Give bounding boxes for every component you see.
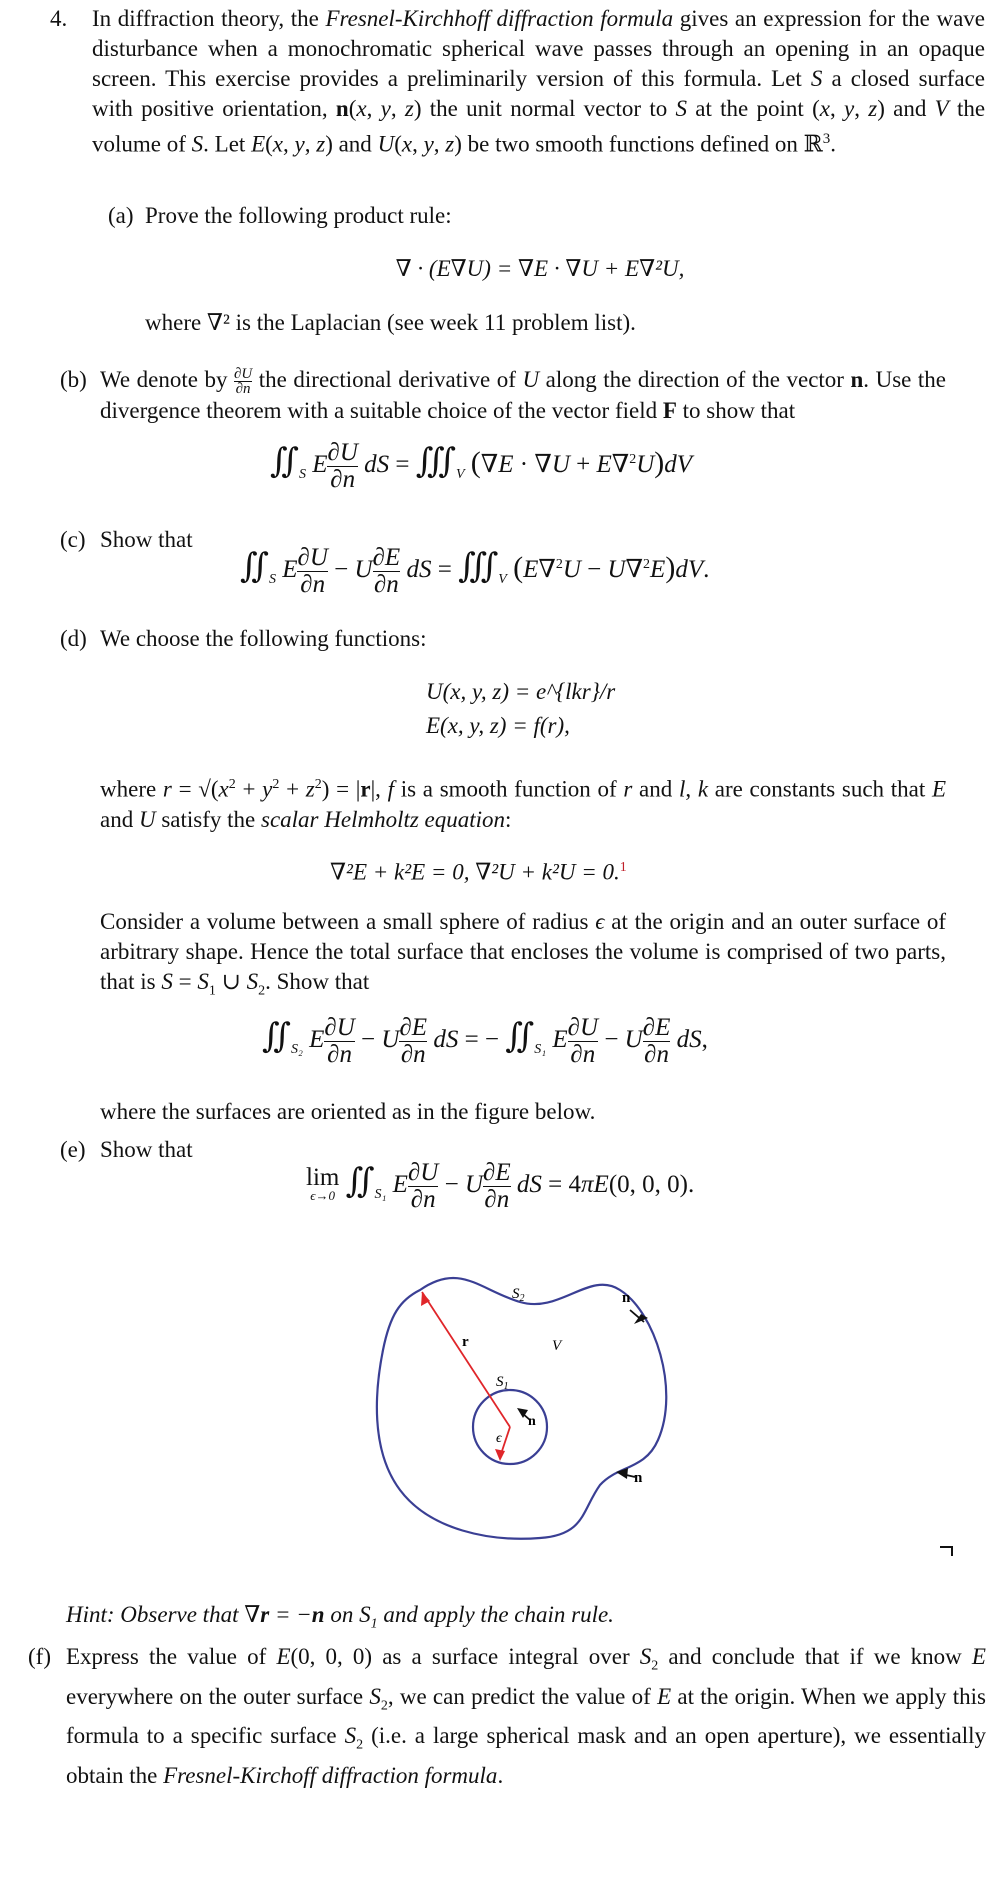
part-c-equation: $∬_S$ E $\frac{\partial U}{\partial n}$ − U $\frac{\partial E}{\partial n}$ dS = $∭_V$ (E∇$^2$U − U∇$^2$E)dV. (240, 544, 710, 598)
problem-intro: In diffraction theory, the Fresnel-Kirchhoff diffraction formula gives an expression for the wave disturbance when a monochromatic spherical wave passes through an opening in an opaque screen. This exercise provides a preliminarily version of this formula. Let S a closed surface with positive orientation, n(x, y, z) the unit normal vector to S at the point (x, y, z) and V the volume of S. Let E(x, y, z) and U(x, y, z) be two smooth functions defined on ℝ$^3$. (92, 6, 986, 158)
radius-arrowhead (421, 1292, 430, 1306)
part-f-text: Express the value of E(0, 0, 0) as a surface integral over $S_2$ and conclude that if we know E everywhere on the outer surface $S_2$, we can predict the value of E at the origin. When we apply this formula to a specific surface $S_2$ (i.e. a large spherical mask and an open aperture), we essentially obtain the Fresnel-Kirchoff diffraction formula. (66, 1644, 986, 1788)
part-d-eq-e: E(x, y, z) = f(r), (426, 713, 570, 738)
part-e-equation: lim ϵ→0 $∬_{S_1}$ E $\frac{\partial U}{\partial n}$ − U $\frac{\partial E}{\partial n}$ dS = 4πE(0, 0, 0). (306, 1159, 695, 1213)
label-s1: $S_1$ (496, 1374, 509, 1392)
part-c-label: (c) (60, 527, 86, 552)
part-c-text: Show that (100, 527, 193, 552)
epsilon-arrowhead (495, 1449, 505, 1461)
part-d-equation: $∬_{S_2}$ E $\frac{\partial U}{\partial n}$ − U $\frac{\partial E}{\partial n}$ dS = − $∬_{S_1}$ E $\frac{\partial U}{\partial n}$ − U $\frac{\partial E}{\partial n}$ dS, (262, 1014, 708, 1068)
label-v: V (552, 1338, 562, 1354)
outer-surface-s2 (377, 1278, 666, 1539)
part-d-text: We choose the following functions: (100, 626, 427, 651)
hint-text: Hint: Observe that ∇r = −n on $S_1$ and apply the chain rule. (66, 1602, 614, 1632)
part-e-label: (e) (60, 1137, 86, 1162)
label-n-inner: n (528, 1414, 536, 1429)
part-a-equation: ∇ · (E∇U) = ∇E · ∇U + E∇²U, (395, 256, 685, 281)
part-d-after: where the surfaces are oriented as in the figure below. (100, 1099, 596, 1124)
label-s2: $S_2$ (512, 1286, 525, 1304)
part-b-label: (b) (60, 367, 87, 392)
surface-figure (375, 1260, 675, 1560)
problem-number: 4. (50, 6, 68, 31)
stray-mark (940, 1546, 953, 1556)
part-d-helmholtz (330, 853, 627, 888)
footnote-mark[interactable]: 1 (619, 860, 627, 875)
part-b-text: We denote by $\frac{\partial U}{\partial n}$ the directional derivative of U along the direction of the vector n. Use the divergence theorem with a suitable choice of the vector field F to show that (100, 366, 946, 424)
label-n-top: n (622, 1290, 631, 1306)
part-b-equation: $∬_S$ E $\frac{\partial U}{\partial n}$ dS = $∭_V$ (∇E · ∇U + E∇$^2$U)dV (270, 439, 693, 493)
part-a-after: where ∇² is the Laplacian (see week 11 problem list). (145, 310, 636, 335)
part-a-label: (a) (108, 203, 134, 228)
label-r: r (462, 1334, 469, 1350)
helmholtz-equation-text: ∇²E + k²E = 0, ∇²U + k²U = 0. (330, 859, 620, 885)
radius-vector-r (422, 1292, 510, 1427)
part-e-text: Show that (100, 1137, 193, 1162)
part-d-eq-u: U(x, y, z) = e^{lkr}/r (426, 679, 616, 704)
part-d-consider: Consider a volume between a small sphere of radius ϵ at the origin and an outer surface of arbitrary shape. Hence the total surface that encloses the volume is comprised of two parts, that is $S = S_1$ ∪ $S_2$. Show that (100, 909, 946, 999)
part-a-text: Prove the following product rule: (145, 203, 452, 228)
part-d-label: (d) (60, 626, 87, 651)
label-n-right: n (634, 1470, 643, 1486)
part-d-where: where $r = √(x^2 + y^2 + z^2) = |r|$, f is a smooth function of r and l, k are constants such that E and U satisfy the scalar Helmholtz equation: (100, 776, 946, 832)
part-f-label: (f) (28, 1644, 51, 1669)
label-epsilon: ϵ (496, 1431, 502, 1446)
